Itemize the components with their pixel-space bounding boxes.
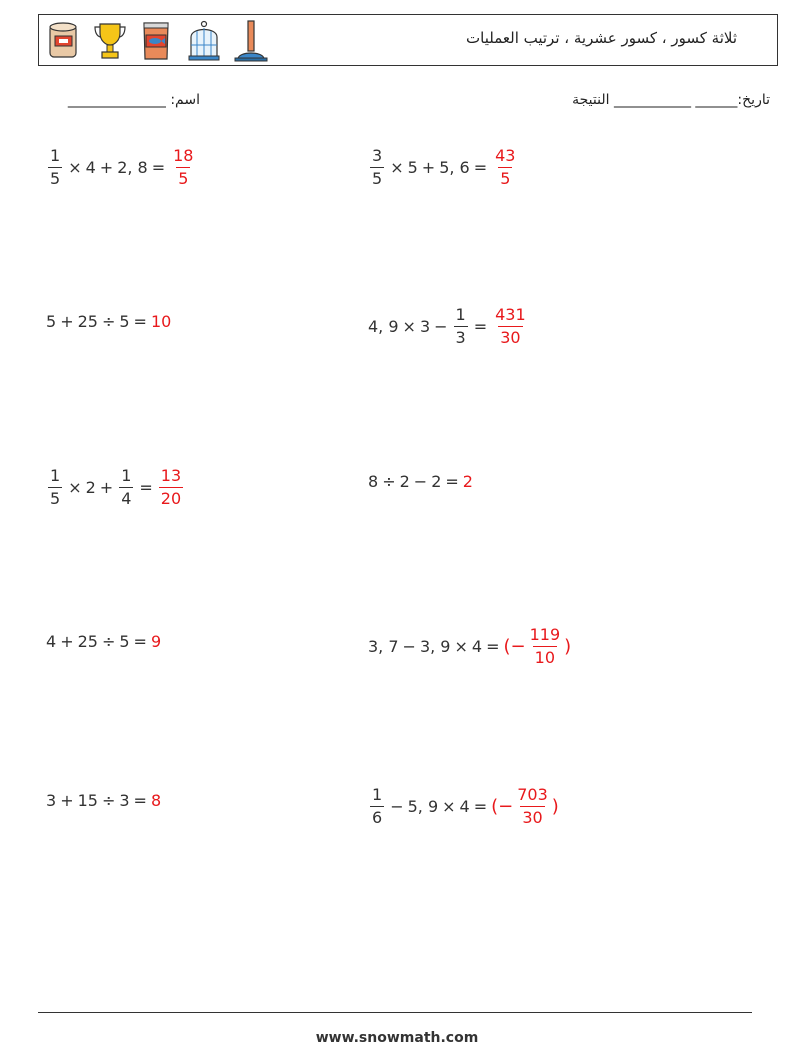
answer-open-paren: (− bbox=[491, 796, 514, 817]
operator: ÷ bbox=[101, 312, 116, 331]
date-result-field bbox=[500, 92, 770, 108]
fraction: $\frac{1}{6}$ bbox=[372, 785, 383, 827]
operand: 25 bbox=[77, 632, 98, 651]
operand: 2 bbox=[399, 472, 410, 491]
trophy-icon bbox=[93, 19, 127, 63]
operand: 2 bbox=[85, 478, 96, 497]
operand: 4 bbox=[471, 637, 483, 656]
answer-close-paren: ) bbox=[564, 636, 572, 657]
footer-divider bbox=[38, 1012, 752, 1013]
operator: + bbox=[99, 478, 114, 497]
answer-fraction: $\frac{431}{30}$ bbox=[495, 305, 526, 347]
operand: 8 bbox=[368, 472, 379, 491]
fraction: $\frac{1}{3}$ bbox=[455, 305, 466, 347]
answer-fraction: $\frac{703}{30}$ bbox=[517, 785, 548, 827]
problem-10 bbox=[368, 787, 559, 826]
equals-sign: = bbox=[473, 317, 488, 336]
operand: 5 bbox=[119, 632, 130, 651]
operator: × bbox=[454, 637, 468, 656]
equals-sign: = bbox=[486, 637, 500, 656]
operator: × bbox=[402, 317, 416, 336]
operand: 15 bbox=[77, 791, 98, 810]
footer-url[interactable]: www.snowmath.com bbox=[315, 1030, 479, 1046]
problem-7 bbox=[46, 632, 161, 651]
fraction: $\frac{3}{5}$ bbox=[372, 146, 383, 188]
fraction: $\frac{1}{4}$ bbox=[121, 466, 132, 508]
operator: − bbox=[413, 472, 428, 491]
answer-open-paren: (− bbox=[503, 636, 526, 657]
operand: 5, 6 bbox=[439, 158, 470, 177]
fraction: $\frac{1}{5}$ bbox=[50, 146, 61, 188]
operator: × bbox=[390, 158, 404, 177]
name-label: اسم: bbox=[170, 92, 200, 108]
operator: + bbox=[60, 632, 74, 651]
operand: 5, 9 bbox=[407, 797, 439, 816]
result-label: النتيجة bbox=[572, 92, 610, 108]
operator: ÷ bbox=[382, 472, 396, 491]
problem-2 bbox=[368, 148, 519, 187]
operand: 4 bbox=[459, 797, 470, 816]
equals-sign: = bbox=[473, 158, 488, 177]
result-line: ___________ bbox=[613, 92, 691, 108]
operator: × bbox=[68, 478, 82, 497]
operator: ÷ bbox=[101, 791, 116, 810]
answer-fraction: $\frac{13}{20}$ bbox=[160, 466, 182, 508]
operator: + bbox=[99, 158, 114, 177]
problem-5 bbox=[46, 468, 185, 507]
name-field bbox=[40, 92, 200, 108]
answer-fraction: $\frac{119}{10}$ bbox=[529, 625, 561, 667]
equals-sign: = bbox=[133, 632, 147, 651]
answer: 2 bbox=[462, 472, 473, 491]
operand: 3 bbox=[119, 791, 130, 810]
answer: 9 bbox=[150, 632, 162, 651]
operator: − bbox=[402, 637, 416, 656]
operand: 4 bbox=[85, 158, 96, 177]
bird-cage-icon bbox=[187, 19, 221, 63]
operator: + bbox=[421, 158, 436, 177]
problem-4 bbox=[368, 307, 530, 346]
operand: 2, 8 bbox=[117, 158, 148, 177]
problem-3 bbox=[46, 312, 171, 331]
equals-sign: = bbox=[133, 312, 147, 331]
operand: 3 bbox=[46, 791, 57, 810]
operand: 4, 9 bbox=[368, 317, 399, 336]
operand: 5 bbox=[119, 312, 130, 331]
fish-food-bag-icon bbox=[139, 19, 173, 63]
worksheet-header bbox=[38, 14, 778, 66]
operator: + bbox=[60, 791, 74, 810]
name-line: ______________ bbox=[67, 92, 166, 108]
problem-1 bbox=[46, 148, 197, 187]
date-line: ______ bbox=[695, 92, 738, 108]
operand: 3 bbox=[419, 317, 431, 336]
plunger-icon bbox=[233, 19, 269, 63]
operator: ÷ bbox=[101, 632, 116, 651]
operator: × bbox=[442, 797, 456, 816]
equals-sign: = bbox=[445, 472, 459, 491]
date-label: تاريخ: bbox=[737, 92, 770, 108]
worksheet-title: ثلاثة كسور ، كسور عشرية ، ترتيب العمليات bbox=[466, 29, 737, 47]
equals-sign: = bbox=[133, 791, 147, 810]
operand: 2 bbox=[431, 472, 442, 491]
equals-sign: = bbox=[139, 478, 153, 497]
answer: 10 bbox=[150, 312, 172, 331]
operand: 5 bbox=[46, 312, 57, 331]
operand: 5 bbox=[407, 158, 418, 177]
operand: 25 bbox=[77, 312, 98, 331]
equals-sign: = bbox=[473, 797, 488, 816]
answer-close-paren: ) bbox=[551, 796, 559, 817]
answer-fraction: $\frac{18}{5}$ bbox=[173, 146, 194, 188]
operator: × bbox=[68, 158, 82, 177]
operator: − bbox=[434, 317, 448, 336]
operand: 3, 9 bbox=[419, 637, 451, 656]
fraction: $\frac{1}{5}$ bbox=[50, 466, 61, 508]
toilet-paper-icon bbox=[47, 19, 81, 63]
problem-9 bbox=[46, 791, 161, 810]
equals-sign: = bbox=[151, 158, 166, 177]
answer-fraction: $\frac{43}{5}$ bbox=[495, 146, 516, 188]
operator: + bbox=[60, 312, 74, 331]
operand: 4 bbox=[46, 632, 57, 651]
problem-8 bbox=[368, 627, 571, 666]
operand: 3, 7 bbox=[368, 637, 399, 656]
problem-6 bbox=[368, 472, 473, 491]
operator: − bbox=[390, 797, 404, 816]
answer: 8 bbox=[150, 791, 162, 810]
